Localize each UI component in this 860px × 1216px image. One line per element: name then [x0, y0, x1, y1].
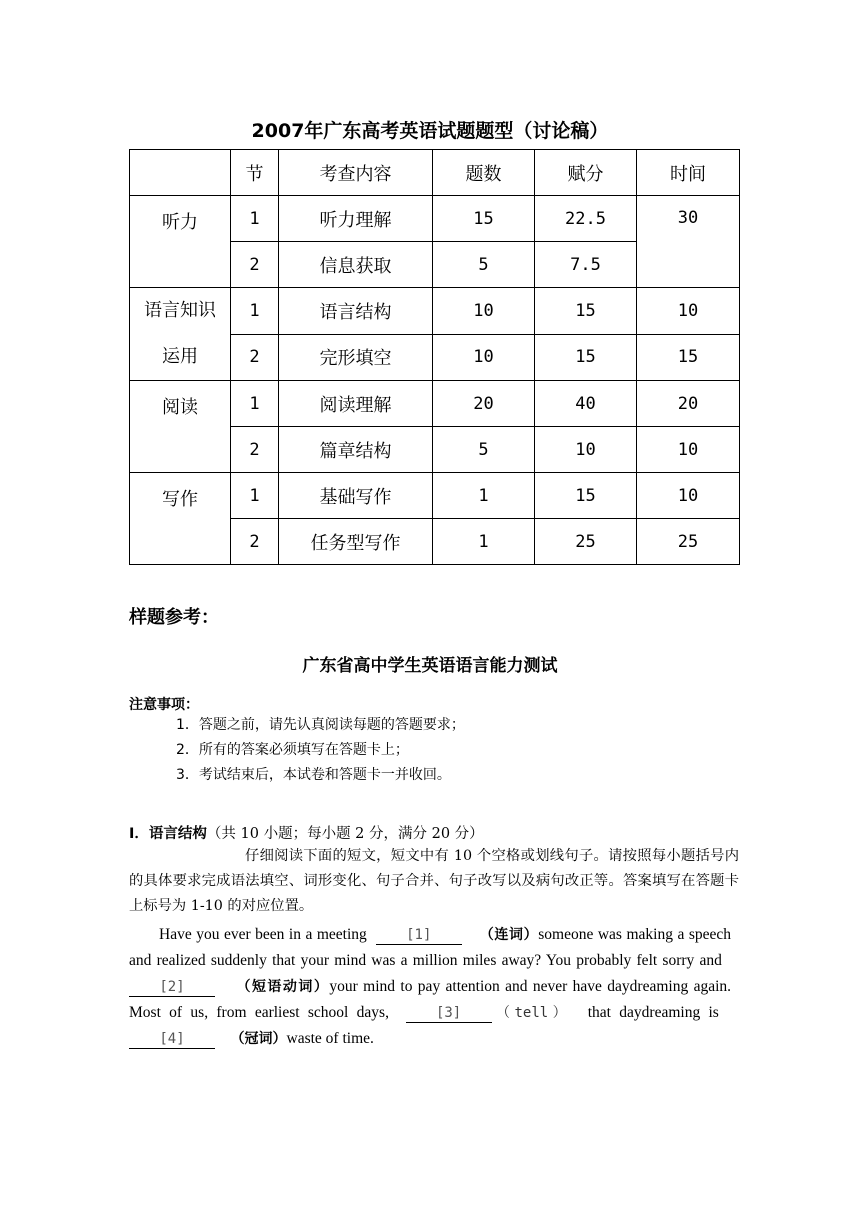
- answer-blank-2[interactable]: [2]: [129, 978, 215, 997]
- jie-cell: 2: [231, 242, 279, 288]
- hint-label: （连词）: [479, 927, 539, 943]
- answer-blank-4[interactable]: [4]: [129, 1030, 215, 1049]
- time-cell: 10: [637, 288, 740, 335]
- count-cell: 5: [433, 427, 535, 473]
- section-heading-title: I．语言结构: [129, 826, 207, 842]
- section-name-cell: [130, 288, 231, 381]
- table-header-cell: 考查内容: [279, 150, 433, 196]
- passage-text: waste of time.: [286, 1030, 374, 1047]
- cloze-passage: [129, 922, 731, 1052]
- count-cell: 10: [433, 334, 535, 381]
- notice-heading: 注意事项：: [129, 697, 199, 713]
- count-cell: 20: [433, 381, 535, 427]
- passage-text: your mind to pay attention and never have daydreaming again. Most of us, from earliest school days,: [129, 978, 732, 1021]
- notice-list: [176, 713, 465, 788]
- content-cell: 任务型写作: [279, 519, 433, 565]
- section-name-cell: 听力: [130, 196, 231, 288]
- time-cell: 10: [637, 427, 740, 473]
- time-cell: 15: [637, 334, 740, 381]
- table-row: [130, 473, 740, 519]
- count-cell: 15: [433, 196, 535, 242]
- jie-cell: 1: [231, 381, 279, 427]
- jie-cell: 2: [231, 334, 279, 381]
- notice-item: 1．答题之前，请先认真阅读每题的答题要求；: [176, 717, 465, 733]
- hint-label: （tell）: [491, 1005, 572, 1021]
- section-name-cell: 阅读: [130, 381, 231, 473]
- content-cell: 篇章结构: [279, 427, 433, 473]
- page-title: 2007年广东高考英语试题题型（讨论稿）: [251, 120, 609, 142]
- table-header-row: [130, 150, 740, 196]
- notice-item: 2．所有的答案必须填写在答题卡上；: [176, 742, 409, 758]
- passage-text: Have you ever been in a meeting: [159, 926, 367, 943]
- section-heading: [129, 822, 484, 843]
- content-cell: 阅读理解: [279, 381, 433, 427]
- section-name-line: 运用: [162, 346, 198, 367]
- exam-format-table: [129, 149, 740, 565]
- answer-blank-3[interactable]: [3]: [406, 1004, 492, 1023]
- jie-cell: 2: [231, 427, 279, 473]
- passage-text: someone was making a speech and realized suddenly that your mind was a million miles away? You probably felt sorry and: [129, 926, 731, 969]
- score-cell: 40: [535, 381, 637, 427]
- content-cell: 完形填空: [279, 334, 433, 381]
- test-title: 广东省高中学生英语语言能力测试: [302, 656, 558, 676]
- table-row: [130, 196, 740, 242]
- score-cell: 15: [535, 334, 637, 381]
- table-header-cell: 节: [231, 150, 279, 196]
- jie-cell: 1: [231, 196, 279, 242]
- table-row: [130, 381, 740, 427]
- hint-label: （短语动词）: [236, 979, 330, 995]
- jie-cell: 1: [231, 288, 279, 335]
- table-header-cell: [130, 150, 231, 196]
- content-cell: 信息获取: [279, 242, 433, 288]
- section-name-cell: 写作: [130, 473, 231, 565]
- table-header-cell: 赋分: [535, 150, 637, 196]
- count-cell: 1: [433, 473, 535, 519]
- sample-reference-heading: 样题参考：: [129, 607, 219, 628]
- time-cell: 10: [637, 473, 740, 519]
- table-header-cell: 时间: [637, 150, 740, 196]
- passage-text: that daydreaming is: [587, 1004, 719, 1021]
- section-heading-detail: （共 10 小题；每小题 2 分，满分 20 分）: [206, 826, 484, 842]
- score-cell: 25: [535, 519, 637, 565]
- content-cell: 基础写作: [279, 473, 433, 519]
- notice-item: 3．考试结束后，本试卷和答题卡一并收回。: [176, 767, 451, 783]
- table-header-cell: 题数: [433, 150, 535, 196]
- time-cell: 20: [637, 381, 740, 427]
- content-cell: 听力理解: [279, 196, 433, 242]
- count-cell: 1: [433, 519, 535, 565]
- score-cell: 22.5: [535, 196, 637, 242]
- count-cell: 10: [433, 288, 535, 335]
- score-cell: 10: [535, 427, 637, 473]
- content-cell: 语言结构: [279, 288, 433, 335]
- jie-cell: 2: [231, 519, 279, 565]
- table-row: [130, 288, 740, 335]
- time-cell: 25: [637, 519, 740, 565]
- jie-cell: 1: [231, 473, 279, 519]
- score-cell: 7.5: [535, 242, 637, 288]
- section-name-line: 语言知识: [144, 300, 216, 321]
- score-cell: 15: [535, 288, 637, 335]
- count-cell: 5: [433, 242, 535, 288]
- hint-label: （冠词）: [230, 1031, 287, 1047]
- time-cell: 30: [637, 196, 740, 288]
- score-cell: 15: [535, 473, 637, 519]
- section-instructions: 仔细阅读下面的短文，短文中有 10 个空格或划线句子。请按照每小题括号内的具体要求完成语法填空、词形变化、句子合并、句子改写以及病句改正等。答案填写在答题卡上标号为 1-10 的对应位置。: [129, 848, 739, 914]
- answer-blank-1[interactable]: [1]: [376, 926, 462, 945]
